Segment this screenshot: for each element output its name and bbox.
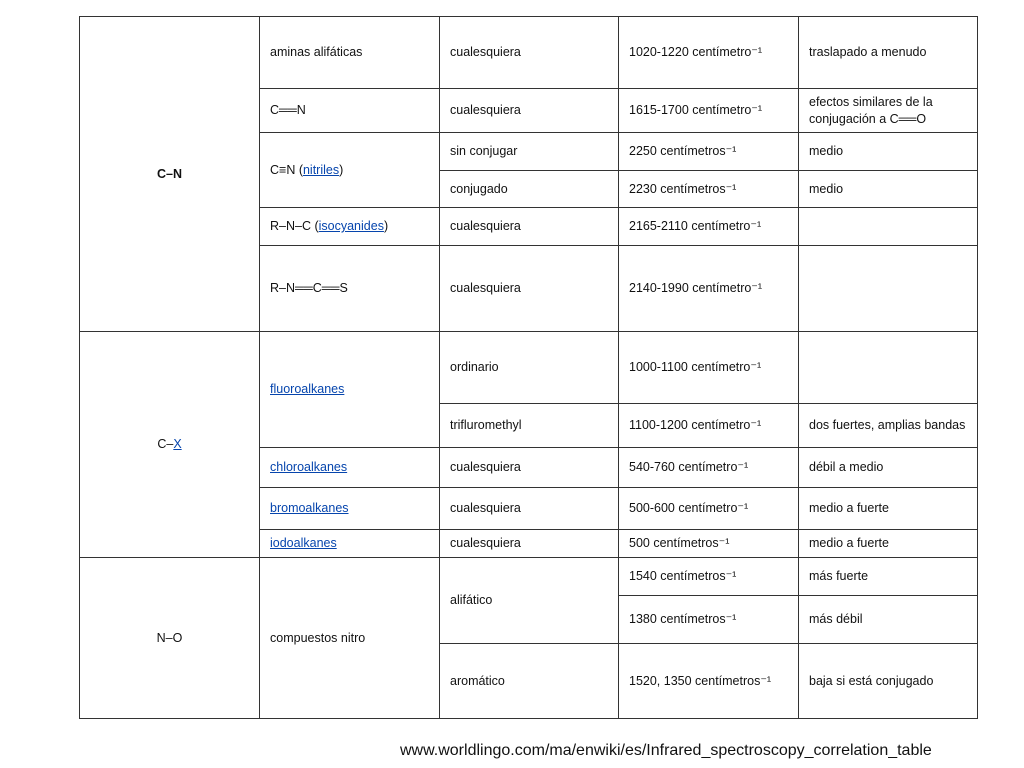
condition-cell: cualesquiera — [440, 208, 619, 246]
note-cell: traslapado a menudo — [799, 17, 978, 89]
bond-cell-nitro: compuestos nitro — [260, 558, 440, 719]
note-cell — [799, 246, 978, 332]
condition-cell: cualesquiera — [440, 488, 619, 530]
source-url-footer: www.worldlingo.com/ma/enwiki/es/Infrared_spectroscopy_correlation_table — [400, 742, 932, 759]
group-text: C– — [157, 437, 174, 451]
note-cell: dos fuertes, amplias bandas — [799, 404, 978, 448]
note-cell: más fuerte — [799, 558, 978, 596]
range-cell: 2165-2110 centímetro⁻¹ — [619, 208, 799, 246]
fluoroalkanes-link[interactable]: fluoroalkanes — [270, 382, 345, 396]
group-cell-cx — [80, 332, 260, 558]
note-cell — [799, 332, 978, 404]
condition-cell: cualesquiera — [440, 17, 619, 89]
note-cell: baja si está conjugado — [799, 644, 978, 719]
group-cell-cn: C–N — [80, 17, 260, 332]
table-row — [80, 332, 978, 404]
condition-cell: conjugado — [440, 171, 619, 208]
bond-cell-isocyanides — [260, 208, 440, 246]
table-row — [80, 558, 978, 596]
range-cell: 1540 centímetros⁻¹ — [619, 558, 799, 596]
condition-cell: trifluromethyl — [440, 404, 619, 448]
range-cell: 1000-1100 centímetro⁻¹ — [619, 332, 799, 404]
range-cell: 1020-1220 centímetro⁻¹ — [619, 17, 799, 89]
isocyanides-link[interactable]: isocyanides — [318, 219, 384, 233]
chloroalkanes-link[interactable]: chloroalkanes — [270, 460, 348, 474]
condition-cell: cualesquiera — [440, 448, 619, 488]
note-cell: medio a fuerte — [799, 488, 978, 530]
bond-text: R–N–C ( — [270, 219, 319, 233]
bond-cell — [260, 488, 440, 530]
bond-cell — [260, 530, 440, 558]
range-cell: 1615-1700 centímetro⁻¹ — [619, 89, 799, 133]
note-cell: medio — [799, 171, 978, 208]
table-row — [80, 17, 978, 89]
bond-cell: aminas alifáticas — [260, 17, 440, 89]
condition-cell: ordinario — [440, 332, 619, 404]
bond-cell-fluoroalkanes — [260, 332, 440, 448]
note-cell: medio — [799, 133, 978, 171]
note-cell: medio a fuerte — [799, 530, 978, 558]
bond-text: ) — [383, 219, 389, 233]
condition-cell: cualesquiera — [440, 530, 619, 558]
condition-cell-aliphatic: alifático — [440, 558, 619, 644]
halogen-link[interactable]: X — [173, 437, 182, 451]
range-cell: 1100-1200 centímetro⁻¹ — [619, 404, 799, 448]
note-cell: débil a medio — [799, 448, 978, 488]
ir-correlation-table — [79, 16, 978, 719]
iodoalkanes-link[interactable]: iodoalkanes — [270, 536, 337, 550]
range-cell: 1380 centímetros⁻¹ — [619, 596, 799, 644]
bond-text: C≡N ( — [270, 162, 303, 177]
note-cell: más débil — [799, 596, 978, 644]
bond-cell — [260, 448, 440, 488]
condition-cell: cualesquiera — [440, 246, 619, 332]
bond-cell-nitriles — [260, 133, 440, 208]
range-cell: 500-600 centímetro⁻¹ — [619, 488, 799, 530]
range-cell: 500 centímetros⁻¹ — [619, 530, 799, 558]
bond-text: ) — [339, 162, 344, 177]
condition-cell: aromático — [440, 644, 619, 719]
range-cell: 2230 centímetros⁻¹ — [619, 171, 799, 208]
range-cell: 2250 centímetros⁻¹ — [619, 133, 799, 171]
condition-cell: cualesquiera — [440, 89, 619, 133]
nitriles-link[interactable]: nitriles — [302, 162, 340, 177]
bond-cell: R–N══C══S — [260, 246, 440, 332]
range-cell: 2140-1990 centímetro⁻¹ — [619, 246, 799, 332]
group-cell-no: N–O — [80, 558, 260, 719]
range-cell: 1520, 1350 centímetros⁻¹ — [619, 644, 799, 719]
condition-cell: sin conjugar — [440, 133, 619, 171]
range-cell: 540-760 centímetro⁻¹ — [619, 448, 799, 488]
note-cell: efectos similares de la conjugación a C══O — [799, 89, 978, 133]
note-cell — [799, 208, 978, 246]
bond-cell: C══N — [260, 89, 440, 133]
bromoalkanes-link[interactable]: bromoalkanes — [270, 501, 349, 515]
